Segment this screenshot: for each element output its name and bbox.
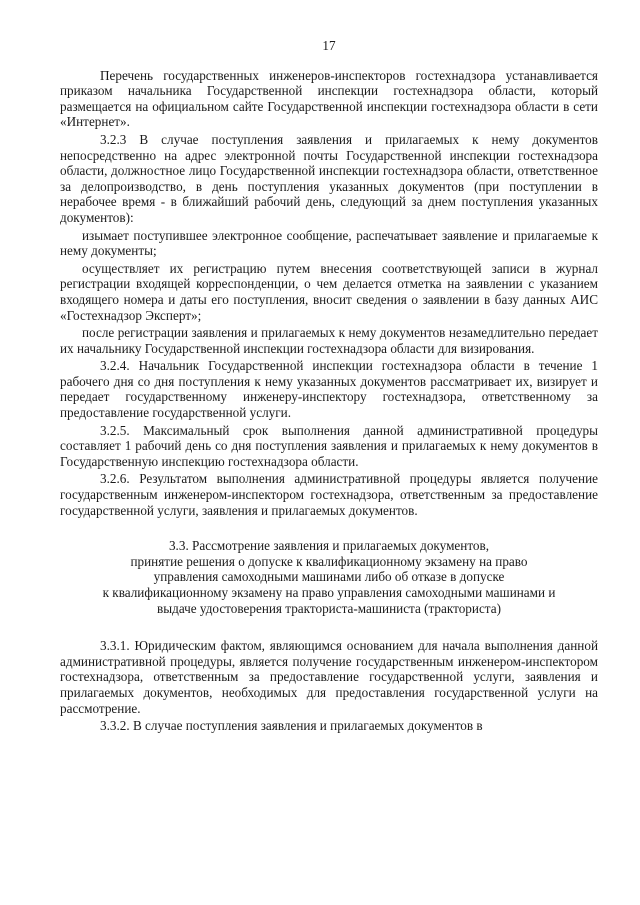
paragraph-inspectors-list: Перечень государственных инженеров-инспекторов гостехнадзора устанавливается приказом начальника Государственной инспекции гостехнадзора области, который размещается на официальном сайте Государственной инспекции гостехнадзора области в сети «Интернет». bbox=[60, 67, 598, 130]
heading-line: к квалификационному экзамену на право управления самоходными машинами и bbox=[102, 585, 556, 600]
paragraph-3-2-6: 3.2.6. Результатом выполнения административной процедуры является получение государственным инженером-инспектором гостехнадзора, ответственным за предоставление государственной услуги, заявления и прилагаемых документов. bbox=[60, 471, 598, 518]
paragraph-3-2-3: 3.2.3 В случае поступления заявления и прилагаемых к нему документов непосредственно на адрес электронной почты Государственной инспекции гостехнадзора области, должностное лицо Государственной инспекции гостехнадзора области, ответственное за делопроизводство, в день поступления указанных документов (при поступлении в нерабочее время - в ближайший рабочий день, следующий за днем поступления указанных документов): bbox=[60, 131, 598, 225]
paragraph-3-2-5: 3.2.5. Максимальный срок выполнения данной административной процедуры составляет 1 рабочий день со дня поступления заявления и прилагаемых к нему документов в Государственную инспекцию гостехнадзора области. bbox=[60, 422, 598, 469]
heading-line: принятие решения о допуске к квалификационному экзамену на право bbox=[130, 553, 528, 569]
list-item-register: осуществляет их регистрацию путем внесения соответствующей записи в журнал регистрации входящей корреспонденции, о чем делается отметка на заявлении с указанием входящего номера и даты его поступления, вносит сведения о заявлении в базу данных АИС «Гостехнадзор Эксперт»; bbox=[60, 260, 598, 323]
section-heading-3-3 bbox=[60, 538, 598, 616]
paragraph-3-3-1: 3.3.1. Юридическим фактом, являющимся основанием для начала выполнения данной административной процедуры, является получение государственным инженером-инспектором гостехнадзора, ответственным за предоставление государственной услуги, заявления и прилагаемых документов, необходимых для предоставления государственной услуги на рассмотрение. bbox=[60, 638, 598, 716]
paragraph-3-2-4: 3.2.4. Начальник Государственной инспекции гостехнадзора области в течение 1 рабочего дня со дня поступления к нему указанных документов рассматривает их, визирует и передает государственному инженеру-инспектору гостехнадзора, ответственному за предоставление государственной услуги. bbox=[60, 358, 598, 421]
heading-line: 3.3. Рассмотрение заявления и прилагаемых документов, bbox=[168, 538, 490, 554]
page-number: 17 bbox=[322, 38, 336, 53]
list-item-transfer: после регистрации заявления и прилагаемых к нему документов незамедлительно передает их начальнику Государственной инспекции гостехнадзора области для визирования. bbox=[60, 325, 598, 356]
heading-line: управления самоходными машинами либо об отказе в допуске bbox=[153, 569, 505, 585]
paragraph-3-3-2: 3.3.2. В случае поступления заявления и прилагаемых документов в bbox=[100, 718, 483, 734]
heading-line: выдаче удостоверения тракториста-машиниста (тракториста) bbox=[157, 600, 501, 616]
list-item-print: изымает поступившее электронное сообщение, распечатывает заявление и прилагаемые к нему документы; bbox=[60, 227, 598, 259]
